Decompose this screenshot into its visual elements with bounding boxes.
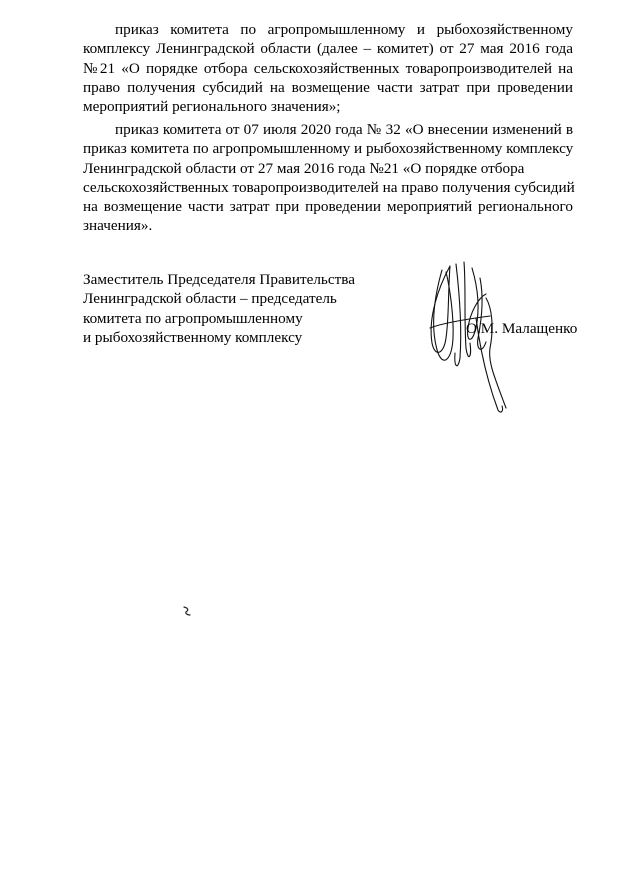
- paragraph-line: №21 «О порядке отбора сельскохозяйственных товаропроизводителей на: [83, 59, 573, 77]
- position-line: Заместитель Председателя Правительства: [83, 271, 355, 288]
- signer-position: [83, 270, 355, 347]
- paragraph-line: Ленинградской области от 27 мая 2016 года №21 «О порядке отбора: [83, 159, 525, 177]
- position-line: и рыбохозяйственному комплексу: [83, 328, 303, 346]
- paragraph-line: мероприятий регионального значения»;: [83, 98, 341, 116]
- paragraph-order-2016: [83, 20, 573, 116]
- paragraph-line: на возмещение части затрат при проведении мероприятий регионального: [83, 198, 573, 216]
- paragraph-line: право получения субсидий на возмещение части затрат при проведении: [83, 78, 573, 96]
- stray-mark: [182, 605, 192, 617]
- signer-name: О.М. Малащенко: [466, 320, 578, 337]
- paragraph-order-2020: [83, 120, 573, 236]
- paragraph-line: приказ комитета по агропромышленному и рыбохозяйственному комплексу: [83, 140, 574, 158]
- paragraph-line: сельскохозяйственных товаропроизводителей на право получения субсидий: [83, 178, 575, 196]
- paragraph-line: приказ комитета от 07 июля 2020 года № 32 «О внесении изменений в: [115, 121, 573, 138]
- paragraph-line: комплексу Ленинградской области (далее – комитет) от 27 мая 2016 года: [83, 40, 573, 58]
- position-line: Ленинградской области – председатель: [83, 290, 337, 308]
- paragraph-line: приказ комитета по агропромышленному и рыбохозяйственному: [115, 21, 573, 38]
- position-line: комитета по агропромышленному: [83, 309, 303, 327]
- paragraph-line: значения».: [83, 217, 153, 235]
